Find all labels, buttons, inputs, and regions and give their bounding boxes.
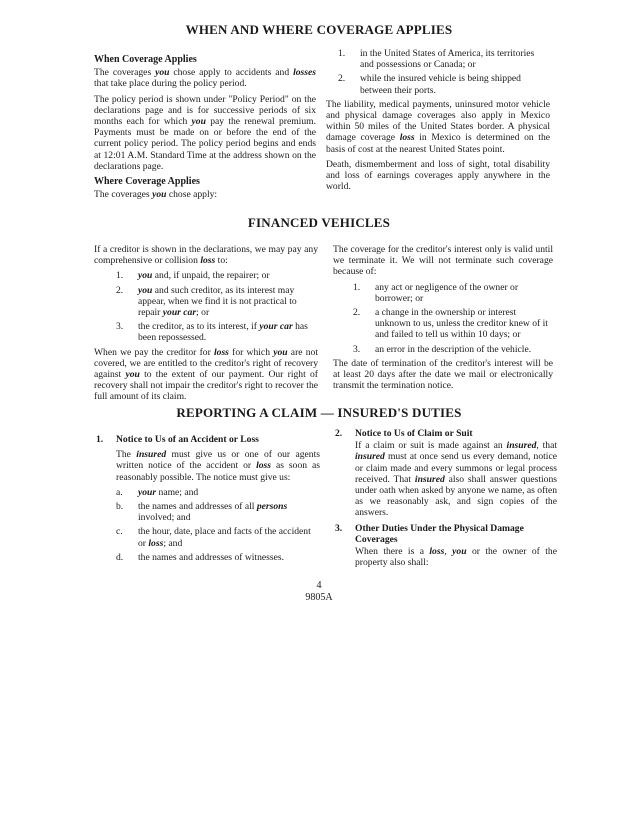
financed-left-column [94, 244, 318, 407]
paragraph-coverages-apply: The coverages you chose apply to accidents and losses that take place during the policy period. [94, 67, 316, 90]
list-item-ownership-change: 2. a change in the ownership or interest unknown to us, unless the creditor knew of it and failed to tell us within 10 days; or [353, 307, 548, 341]
page-number: 4 [316, 580, 322, 591]
when-where-right-column [326, 48, 550, 196]
heading-reporting-a-claim: REPORTING A CLAIM — INSURED'S DUTIES [176, 405, 462, 420]
subheading-when-coverage-applies: When Coverage Applies [94, 54, 197, 65]
reporting-left-column [96, 434, 320, 566]
subheading-where-coverage-applies: Where Coverage Applies [94, 176, 200, 188]
list-item-negligence: 1. any act or negligence of the owner or borrower; or [353, 281, 519, 304]
list-item-your-name: a. your name; and [116, 486, 199, 498]
paragraph-creditor-intro: If a creditor is shown in the declarations, we may pay any comprehensive or collision loss to: [94, 244, 318, 267]
list-item-persons-involved: b. the names and addresses of all persons involved; and [116, 501, 288, 524]
paragraph-coverages-chose-apply: The coverages you chose apply: [94, 189, 218, 201]
section-notice-claim-suit: 2. Notice to Us of Claim or Suit [335, 428, 473, 439]
section-notice-accident: 1. Notice to Us of an Accident or Loss [96, 434, 259, 445]
section-other-duties: 3. Other Duties Under the Physical Damage Coverages [335, 522, 524, 545]
reporting-right-column [335, 428, 557, 572]
when-where-left-column [94, 54, 316, 204]
paragraph-creditor-recovery: When we pay the creditor for loss for which you are not covered, we are entitled to the creditor's right of recovery against you to the extent of our payment. Our right of recovery shall not impair the creditor's right to recover the full amount of its claim. [94, 346, 318, 403]
list-item-hour-date-place: c. the hour, date, place and facts of the accident or loss; and [116, 526, 311, 549]
heading-financed-vehicles: FINANCED VEHICLES [247, 215, 391, 230]
paragraph-policy-period: The policy period is shown under "Policy Period" on the declarations page and is for successive periods of six months each for which you pay the renewal premium. Payments must be made on or before the end of the current policy period. The policy period begins and ends at 12:01 A.M. Standard Time at the address shown on the declarations page. [94, 93, 316, 172]
list-item-shipped: 2. while the insured vehicle is being shipped between their ports. [338, 73, 521, 96]
list-item-territories: 1. in the United States of America, its territories and possessions or Canada; or [338, 48, 535, 71]
paragraph-death-dismemberment: Death, dismemberment and loss of sight, total disability and loss of earnings coverages apply anywhere in the world. [326, 158, 550, 193]
financed-right-column [333, 244, 553, 395]
paragraph-termination-date: The date of termination of the creditor's interest will be at least 20 days after the date we mail or electronically transmit the termination notice. [333, 357, 553, 392]
paragraph-mexico-coverage: The liability, medical payments, uninsured motor vehicle and physical damage coverages also apply in Mexico within 50 miles of the United States border. A physical damage coverage loss in Mexico is determined on the basis of cost at the nearest United States point. [326, 98, 551, 155]
page-footer [0, 580, 638, 604]
paragraph-creditor-coverage-valid: The coverage for the creditor's interest only is valid until we terminate it. We will not terminate such coverage because of: [333, 244, 553, 278]
paragraph-insured-notice: The insured must give us or one of our agents written notice of the accident or loss as soon as reasonably possible. The notice must give us: [116, 449, 320, 483]
list-item-witnesses: d. the names and addresses of witnesses. [116, 551, 285, 563]
heading-when-where-coverage: WHEN AND WHERE COVERAGE APPLIES [185, 22, 453, 37]
paragraph-other-duties: When there is a loss, you or the owner of the property also shall: [355, 546, 557, 569]
list-item-repossessed: 3. the creditor, as to its interest, if your car has been repossessed. [116, 321, 308, 344]
list-item-description-error: 3. an error in the description of the vehicle. [353, 343, 532, 355]
form-code: 9805A [305, 592, 333, 603]
paragraph-claim-suit: If a claim or suit is made against an insured, that insured must at once send us every demand, notice or claim made and every summons or legal process received. That insured also shall answer questions under oath when asked by anyone we name, as often as we reasonably ask, and sign copies of the answers. [355, 440, 557, 519]
list-item-repairer: 1. you and, if unpaid, the repairer; or [116, 270, 270, 282]
list-item-creditor-interest: 2. you and such creditor, as its interest may appear, when we find it is not practical to repair your car; or [116, 284, 297, 319]
